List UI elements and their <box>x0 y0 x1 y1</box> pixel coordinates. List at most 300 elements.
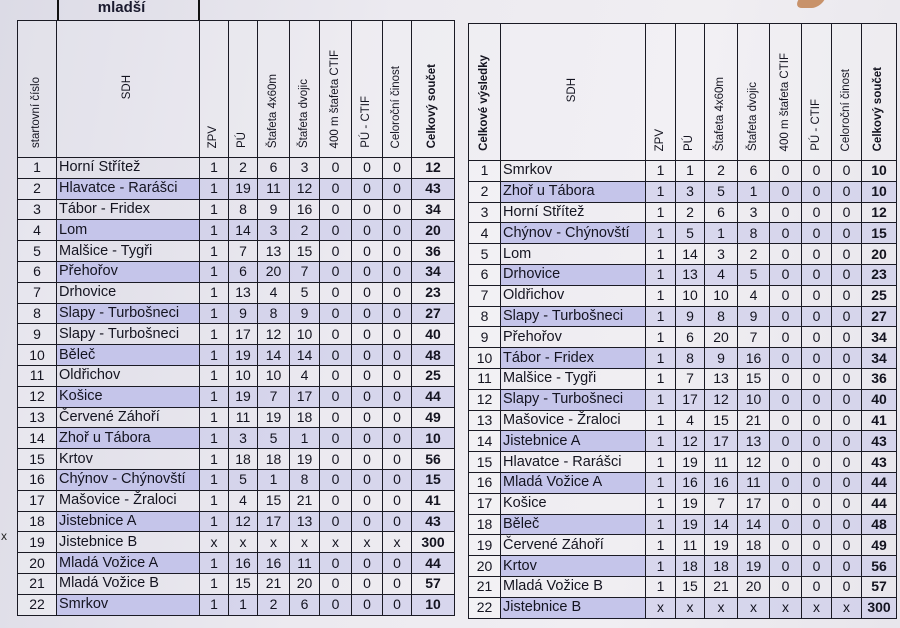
zpv-score: 1 <box>646 223 676 244</box>
pu-score: 10 <box>676 285 705 306</box>
zpv-score: 1 <box>200 220 229 241</box>
yearly-activity-score: 0 <box>383 220 412 241</box>
relay-4x60-score: 17 <box>258 511 290 532</box>
pairs-relay-score: 21 <box>290 490 320 511</box>
table-row <box>469 285 897 306</box>
yearly-activity-score: x <box>383 532 412 553</box>
pu-ctif-score: 0 <box>352 490 383 511</box>
relay-4x60-score: 12 <box>258 324 290 345</box>
zpv-score: 1 <box>200 199 229 220</box>
zpv-score: 1 <box>200 261 229 282</box>
header-row <box>469 24 897 161</box>
zpv-score: 1 <box>646 327 676 348</box>
pu-score: 15 <box>676 576 705 597</box>
pairs-relay-score: 15 <box>290 241 320 262</box>
header-label: ZPV <box>207 125 220 148</box>
pu-ctif-score: 0 <box>352 303 383 324</box>
ctif-400-score: 0 <box>320 386 352 407</box>
team-name: Červené Záhoří <box>501 535 646 556</box>
total-score: 36 <box>412 241 455 262</box>
zpv-score: 1 <box>200 407 229 428</box>
relay-4x60-score: 13 <box>258 241 290 262</box>
table-row <box>469 410 897 431</box>
team-number: 9 <box>469 327 501 348</box>
table-row <box>469 202 897 223</box>
team-number: 12 <box>18 386 57 407</box>
total-score: 10 <box>862 181 897 202</box>
header-label: PÚ <box>683 135 696 151</box>
ctif-400-score: 0 <box>770 161 802 182</box>
pu-score: 9 <box>676 306 705 327</box>
pu-score: 19 <box>676 493 705 514</box>
yearly-activity-score: 0 <box>383 407 412 428</box>
team-number: 2 <box>18 178 57 199</box>
relay-4x60-score: 10 <box>705 285 738 306</box>
total-score: 43 <box>412 511 455 532</box>
team-name: Mladá Vožice A <box>57 553 200 574</box>
pairs-relay-score: 6 <box>738 161 770 182</box>
pu-ctif-score: 0 <box>352 220 383 241</box>
rank-header <box>18 21 57 158</box>
yearly-activity-score: 0 <box>383 158 412 179</box>
yearly-activity-header <box>832 24 862 161</box>
team-name: Košice <box>501 493 646 514</box>
pu-header <box>676 24 705 161</box>
team-number: 12 <box>469 389 501 410</box>
team-number: 1 <box>18 158 57 179</box>
zpv-score: 1 <box>200 553 229 574</box>
yearly-activity-score: 0 <box>383 178 412 199</box>
pu-score: 12 <box>229 511 258 532</box>
pu-score: 8 <box>676 348 705 369</box>
table-row <box>18 573 455 594</box>
pu-score: 9 <box>229 303 258 324</box>
pu-score: 6 <box>676 327 705 348</box>
ctif-400-score: 0 <box>770 389 802 410</box>
total-score: 27 <box>862 306 897 327</box>
yearly-activity-score: 0 <box>832 327 862 348</box>
pu-score: 19 <box>676 514 705 535</box>
zpv-score: x <box>200 532 229 553</box>
team-name: Zhoř u Tábora <box>501 181 646 202</box>
pu-score: 17 <box>676 389 705 410</box>
team-number: 11 <box>18 365 57 386</box>
total-score: 40 <box>862 389 897 410</box>
overall-results-table <box>468 23 897 619</box>
team-name: Malšice - Tygři <box>501 368 646 389</box>
zpv-score: 1 <box>646 264 676 285</box>
total-score: 34 <box>412 261 455 282</box>
zpv-score: 1 <box>200 345 229 366</box>
zpv-score: 1 <box>646 161 676 182</box>
ctif-400-score: 0 <box>320 511 352 532</box>
table-row <box>469 514 897 535</box>
zpv-score: 1 <box>200 365 229 386</box>
table-row <box>469 264 897 285</box>
header-label: Štafeta 4x60m <box>714 76 727 151</box>
pu-ctif-score: x <box>352 532 383 553</box>
table-row <box>469 306 897 327</box>
yearly-activity-score: 0 <box>832 556 862 577</box>
ctif-400-score: 0 <box>320 553 352 574</box>
ctif-400-score: 0 <box>770 181 802 202</box>
team-number: 7 <box>469 285 501 306</box>
zpv-score: 1 <box>200 594 229 615</box>
team-name: Drhovice <box>57 282 200 303</box>
relay-4x60-score: 15 <box>705 410 738 431</box>
pu-ctif-score: 0 <box>352 158 383 179</box>
relay-4x60-score: 13 <box>705 368 738 389</box>
pu-ctif-score: 0 <box>352 386 383 407</box>
total-score: 44 <box>862 472 897 493</box>
table-row <box>18 345 455 366</box>
team-name: Běleč <box>501 514 646 535</box>
pu-score: 4 <box>229 490 258 511</box>
team-name: Tábor - Fridex <box>57 199 200 220</box>
ctif-400-score: 0 <box>320 199 352 220</box>
pairs-relay-score: 14 <box>738 514 770 535</box>
pu-ctif-score: 0 <box>802 452 832 473</box>
team-name: Malšice - Tygři <box>57 241 200 262</box>
team-number: 22 <box>469 597 501 618</box>
pu-ctif-score: 0 <box>352 324 383 345</box>
total-score: 36 <box>862 368 897 389</box>
pu-ctif-score: 0 <box>352 261 383 282</box>
total-score: 44 <box>862 493 897 514</box>
yearly-activity-score: 0 <box>383 594 412 615</box>
pu-score: 13 <box>229 282 258 303</box>
relay-4x60-score: 7 <box>705 493 738 514</box>
team-name: Mladá Vožice A <box>501 472 646 493</box>
team-number: 20 <box>469 556 501 577</box>
table-row <box>469 161 897 182</box>
total-score: 57 <box>862 576 897 597</box>
team-number: 8 <box>18 303 57 324</box>
total-score: 34 <box>862 327 897 348</box>
team-name: Zhoř u Tábora <box>57 428 200 449</box>
team-name: Lom <box>501 244 646 265</box>
relay-4x60-score: 11 <box>258 178 290 199</box>
relay-4x60-score: 11 <box>705 452 738 473</box>
team-name: Krtov <box>501 556 646 577</box>
ctif-400-score: 0 <box>770 472 802 493</box>
pu-score: 12 <box>676 431 705 452</box>
pu-ctif-score: 0 <box>802 410 832 431</box>
relay-4x60-score: 21 <box>258 573 290 594</box>
relay-4x60-score: 18 <box>258 449 290 470</box>
total-score: 34 <box>862 348 897 369</box>
total-score: 41 <box>412 490 455 511</box>
total-score: 25 <box>862 285 897 306</box>
relay-4x60-score: 12 <box>705 389 738 410</box>
ctif-400-score: x <box>770 597 802 618</box>
total-score: 34 <box>412 199 455 220</box>
ctif-400-relay-header <box>320 21 352 158</box>
zpv-score: 1 <box>200 282 229 303</box>
relay-4x60-score: 8 <box>258 303 290 324</box>
pairs-relay-score: 9 <box>738 306 770 327</box>
zpv-score: 1 <box>646 306 676 327</box>
table-row <box>18 178 455 199</box>
relay-4x60-score: 2 <box>705 161 738 182</box>
yearly-activity-score: 0 <box>832 348 862 369</box>
team-number: 13 <box>18 407 57 428</box>
team-number: 22 <box>18 594 57 615</box>
pairs-relay-score: 19 <box>290 449 320 470</box>
ctif-400-relay-header <box>770 24 802 161</box>
total-score: 43 <box>412 178 455 199</box>
table-row <box>469 493 897 514</box>
pairs-relay-score: 2 <box>738 244 770 265</box>
team-number: 15 <box>18 449 57 470</box>
table-row <box>18 282 455 303</box>
pu-ctif-score: 0 <box>802 264 832 285</box>
yearly-activity-score: 0 <box>832 306 862 327</box>
pairs-relay-score: x <box>738 597 770 618</box>
team-number: 20 <box>18 553 57 574</box>
pu-ctif-score: 0 <box>802 431 832 452</box>
total-score: 41 <box>862 410 897 431</box>
pu-ctif-score: 0 <box>802 368 832 389</box>
pu-ctif-score: 0 <box>802 493 832 514</box>
ctif-400-score: 0 <box>320 345 352 366</box>
total-score: 10 <box>412 428 455 449</box>
yearly-activity-score: 0 <box>383 345 412 366</box>
ctif-400-score: 0 <box>770 576 802 597</box>
header-label: PÚ <box>236 132 249 148</box>
relay-4x60-score: x <box>705 597 738 618</box>
team-name: Chýnov - Chýnovští <box>501 223 646 244</box>
zpv-score: 1 <box>200 490 229 511</box>
team-name: Smrkov <box>57 594 200 615</box>
zpv-score: 1 <box>200 573 229 594</box>
yearly-activity-score: 0 <box>832 576 862 597</box>
header-label: Štafeta 4x60m <box>266 73 279 148</box>
yearly-activity-score: 0 <box>832 264 862 285</box>
pairs-relay-score: 5 <box>738 264 770 285</box>
ctif-400-score: 0 <box>770 264 802 285</box>
pu-score: 14 <box>229 220 258 241</box>
team-number: 11 <box>469 368 501 389</box>
zpv-score: 1 <box>200 241 229 262</box>
table-row <box>469 431 897 452</box>
total-score: 15 <box>862 223 897 244</box>
team-name: Smrkov <box>501 161 646 182</box>
total-score: 23 <box>412 282 455 303</box>
team-name: Jistebnice B <box>57 532 200 553</box>
pairs-relay-score: 4 <box>290 365 320 386</box>
team-number: 5 <box>18 241 57 262</box>
table-row <box>469 181 897 202</box>
table-row <box>18 532 455 553</box>
table-row <box>469 327 897 348</box>
pairs-relay-header <box>290 21 320 158</box>
zpv-score: 1 <box>646 181 676 202</box>
pu-score: 7 <box>229 241 258 262</box>
zpv-score: 1 <box>200 449 229 470</box>
table-row <box>469 244 897 265</box>
ctif-400-score: 0 <box>320 573 352 594</box>
pairs-relay-score: 11 <box>738 472 770 493</box>
ctif-400-score: 0 <box>770 452 802 473</box>
pairs-relay-score: 5 <box>290 282 320 303</box>
total-score: 44 <box>412 386 455 407</box>
pu-score: 14 <box>676 244 705 265</box>
pairs-relay-score: 3 <box>738 202 770 223</box>
ctif-400-score: 0 <box>320 428 352 449</box>
team-name: Slapy - Turbošneci <box>501 306 646 327</box>
pairs-relay-score: 20 <box>738 576 770 597</box>
zpv-score: 1 <box>646 452 676 473</box>
total-score: 49 <box>862 535 897 556</box>
team-name: Přehořov <box>57 261 200 282</box>
team-number: 1 <box>469 161 501 182</box>
pu-ctif-score: 0 <box>352 449 383 470</box>
relay-4x60-score: 19 <box>705 535 738 556</box>
pairs-relay-score: 9 <box>290 303 320 324</box>
relay-4x60-header <box>258 21 290 158</box>
pu-ctif-score: 0 <box>802 389 832 410</box>
pu-ctif-score: 0 <box>802 535 832 556</box>
table-row <box>18 241 455 262</box>
ctif-400-score: 0 <box>320 158 352 179</box>
pu-header <box>229 21 258 158</box>
team-number: 19 <box>18 532 57 553</box>
team-name: Košice <box>57 386 200 407</box>
header-label: Celkový součet <box>426 63 439 148</box>
header-label: Celkové výsledky <box>477 55 490 151</box>
pairs-relay-score: 7 <box>290 261 320 282</box>
relay-4x60-score: 6 <box>258 158 290 179</box>
team-number: 5 <box>469 244 501 265</box>
table-row <box>18 428 455 449</box>
total-score: 20 <box>412 220 455 241</box>
relay-4x60-score: 14 <box>258 345 290 366</box>
ctif-400-score: 0 <box>320 469 352 490</box>
pu-score: 1 <box>229 594 258 615</box>
margin-mark: x <box>1 529 7 543</box>
yearly-activity-score: 0 <box>383 428 412 449</box>
yearly-activity-score: 0 <box>832 472 862 493</box>
header-label: 400 m štafeta CTIF <box>328 49 341 148</box>
pu-score: x <box>676 597 705 618</box>
total-score: 12 <box>412 158 455 179</box>
pu-score: 1 <box>676 161 705 182</box>
pu-ctif-score: x <box>802 597 832 618</box>
team-number: 14 <box>18 428 57 449</box>
team-number: 7 <box>18 282 57 303</box>
pu-ctif-score: 0 <box>352 428 383 449</box>
pu-score: 10 <box>229 365 258 386</box>
relay-4x60-score: 8 <box>705 306 738 327</box>
total-score: 12 <box>862 202 897 223</box>
rank-header <box>469 24 501 161</box>
zpv-score: 1 <box>200 386 229 407</box>
pu-score: x <box>229 532 258 553</box>
ctif-400-score: 0 <box>770 348 802 369</box>
team-name: Mladá Vožice B <box>57 573 200 594</box>
zpv-score: 1 <box>646 576 676 597</box>
pu-score: 19 <box>676 452 705 473</box>
pu-ctif-score: 0 <box>352 594 383 615</box>
yearly-activity-score: 0 <box>832 202 862 223</box>
team-number: 17 <box>18 490 57 511</box>
pairs-relay-score: 20 <box>290 573 320 594</box>
zpv-score: 1 <box>200 324 229 345</box>
team-name: Lom <box>57 220 200 241</box>
pairs-relay-score: 13 <box>738 431 770 452</box>
ctif-400-score: 0 <box>770 431 802 452</box>
yearly-activity-score: 0 <box>832 244 862 265</box>
sdh-header <box>501 24 646 161</box>
yearly-activity-score: 0 <box>832 452 862 473</box>
pu-ctif-score: 0 <box>352 241 383 262</box>
total-score: 43 <box>862 431 897 452</box>
team-name: Oldřichov <box>57 365 200 386</box>
pu-ctif-score: 0 <box>352 282 383 303</box>
team-name: Horní Střítež <box>501 202 646 223</box>
pu-ctif-score: 0 <box>802 161 832 182</box>
ctif-400-score: 0 <box>320 490 352 511</box>
relay-4x60-score: 9 <box>705 348 738 369</box>
total-score: 44 <box>412 553 455 574</box>
zpv-score: 1 <box>200 428 229 449</box>
pu-score: 8 <box>229 199 258 220</box>
yearly-activity-score: 0 <box>832 285 862 306</box>
pairs-relay-score: 14 <box>290 345 320 366</box>
pu-ctif-header <box>352 21 383 158</box>
team-number: 3 <box>18 199 57 220</box>
pu-ctif-score: 0 <box>802 514 832 535</box>
team-name: Mašovice - Žraloci <box>57 490 200 511</box>
zpv-score: 1 <box>200 511 229 532</box>
yearly-activity-score: 0 <box>383 261 412 282</box>
team-number: 21 <box>18 573 57 594</box>
header-label: 400 m štafeta CTIF <box>778 52 791 151</box>
yearly-activity-score: 0 <box>383 199 412 220</box>
total-score: 40 <box>412 324 455 345</box>
ctif-400-score: 0 <box>770 410 802 431</box>
relay-4x60-score: 4 <box>258 282 290 303</box>
team-number: 13 <box>469 410 501 431</box>
pu-ctif-score: 0 <box>802 306 832 327</box>
team-name: Hlavatce - Rarášci <box>501 452 646 473</box>
zpv-header <box>646 24 676 161</box>
pu-ctif-score: 0 <box>802 181 832 202</box>
team-number: 19 <box>469 535 501 556</box>
pairs-relay-header <box>738 24 770 161</box>
table-row <box>18 220 455 241</box>
team-number: 15 <box>469 452 501 473</box>
header-label: Štafeta dvojic <box>746 81 759 151</box>
team-number: 10 <box>18 345 57 366</box>
total-score: 49 <box>412 407 455 428</box>
category-title: mladší <box>57 0 200 20</box>
total-header <box>412 21 455 158</box>
header-label: ZPV <box>653 128 666 151</box>
table-row <box>18 386 455 407</box>
pu-ctif-score: 0 <box>802 472 832 493</box>
ctif-400-score: 0 <box>320 178 352 199</box>
relay-4x60-score: 20 <box>705 327 738 348</box>
pu-ctif-score: 0 <box>802 244 832 265</box>
ctif-400-score: 0 <box>770 327 802 348</box>
yearly-activity-score: 0 <box>832 223 862 244</box>
pairs-relay-score: 12 <box>738 452 770 473</box>
total-score: 48 <box>862 514 897 535</box>
ctif-400-score: 0 <box>320 220 352 241</box>
relay-4x60-score: 3 <box>705 244 738 265</box>
